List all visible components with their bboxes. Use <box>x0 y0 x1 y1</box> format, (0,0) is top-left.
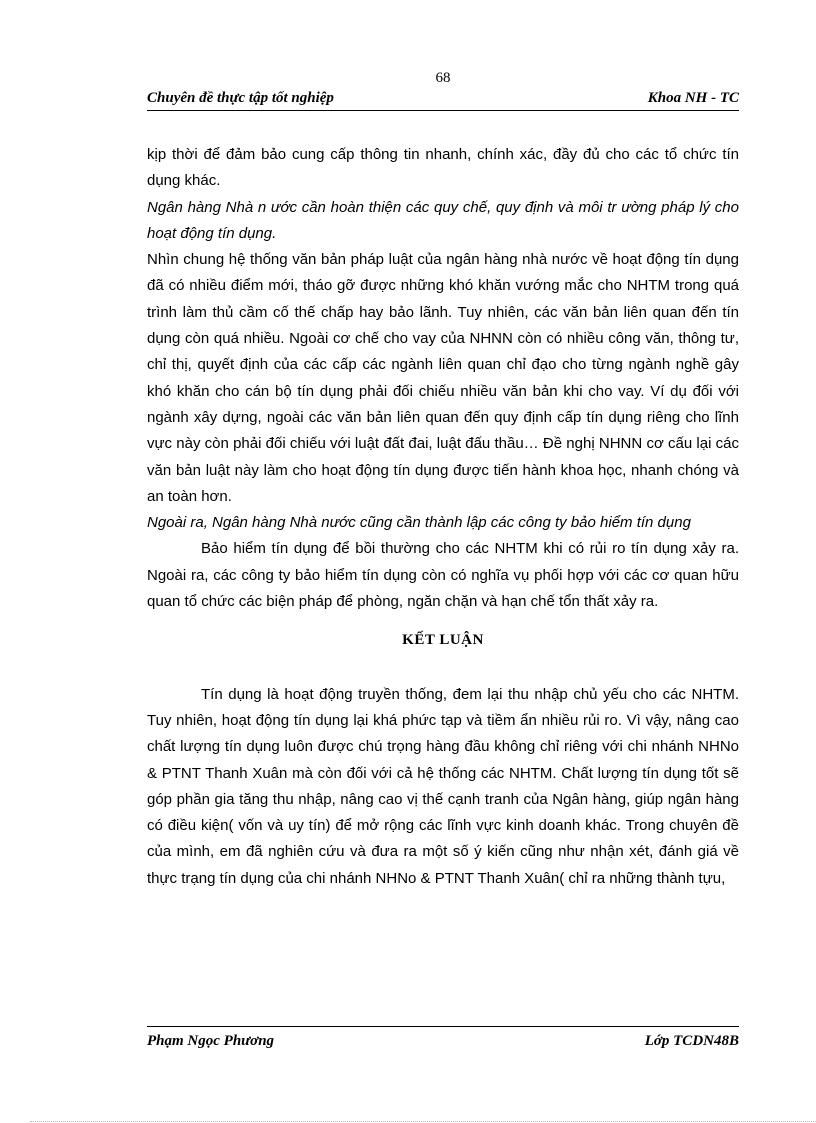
paragraph-3: Nhìn chung hệ thống văn bản pháp luật của ngân hàng nhà nước về hoạt động tín dụng đã có nhiều điểm mới, tháo gỡ được những khó khăn vướng mắc cho NHTM trong quá trình làm thủ cầm cố thế chấp hay bảo lãnh. Tuy nhiên, các văn bản liên quan đến tín dụng còn quá nhiều. Ngoài cơ chế cho vay của NHNN còn có nhiều công văn, thông tư, chỉ thị, quyết định của các cấp các ngành liên quan chỉ đạo cho từng ngành nghề gây khó khăn cho cán bộ tín dụng phải đối chiếu nhiều văn bản khi cho vay. Ví dụ đối với ngành xây dựng, ngoài các văn bản liên quan đến quy định cấp tín dụng riêng cho lĩnh vực này còn phải đối chiếu với luật đất đai, luật đấu thầu… Đề nghị NHNN cơ cấu lại các văn bản luật này làm cho hoạt động tín dụng được tiến hành khoa học, nhanh chóng và an toàn hơn. <box>147 251 739 505</box>
footer-class: Lớp TCDN48B <box>644 1033 739 1049</box>
paragraph-6: Tín dụng là hoạt động truyền thống, đem lại thu nhập chủ yếu cho các NHTM. Tuy nhiên, hoạt động tín dụng lại khá phức tạp và tiềm ẩn nhiều rủi ro. Vì vậy, nâng cao chất lượng tín dụng luôn được chú trọng hàng đầu không chỉ riêng với chi nhánh NHNo & PTNT Thanh Xuân mà còn đối với cả hệ thống các NHTM. Chất lượng tín dụng tốt sẽ góp phần gia tăng thu nhập, nâng cao vị thế cạnh tranh của Ngân hàng, giúp ngân hàng có điều kiện( vốn và uy tín) để mở rộng các lĩnh vực kinh doanh khác. Trong chuyên đề của mình, em đã nghiên cứu và đưa ra một số ý kiến cũng như nhận xét, đánh giá về thực trạng tín dụng của chi nhánh NHNo & PTNT Thanh Xuân( chỉ ra những thành tựu, <box>147 685 739 887</box>
footer-author: Phạm Ngọc Phương <box>147 1033 275 1049</box>
conclusion-title: KẾT LUẬN <box>402 632 484 649</box>
page-header <box>147 88 739 111</box>
paragraph-5: Bảo hiểm tín dụng để bồi thường cho các NHTM khi có rủi ro tín dụng xảy ra. Ngoài ra, các công ty bảo hiểm tín dụng còn có nghĩa vụ phối hợp với các cơ quan hữu quan tổ chức các biện pháp để phòng, ngăn chặn và hạn chế tổn thất xảy ra. <box>147 540 739 611</box>
page-number: 68 <box>435 70 451 86</box>
document-body <box>147 142 739 892</box>
paragraph-heading-2: Ngân hàng Nhà n ước cần hoàn thiện các quy chế, quy định và môi tr ường pháp lý cho hoạt động tín dụng. <box>147 198 739 242</box>
paragraph-heading-4: Ngoài ra, Ngân hàng Nhà nước cũng cần thành lập các công ty bảo hiểm tín dụng <box>147 514 691 532</box>
header-department: Khoa NH - TC <box>647 90 739 106</box>
page-footer <box>147 1026 739 1057</box>
page-bottom-divider <box>30 1121 816 1122</box>
header-title: Chuyên đề thực tập tốt nghiệp <box>147 90 334 106</box>
paragraph-1: kịp thời để đảm bảo cung cấp thông tin nhanh, chính xác, đầy đủ cho các tổ chức tín dụng khác. <box>147 146 739 190</box>
